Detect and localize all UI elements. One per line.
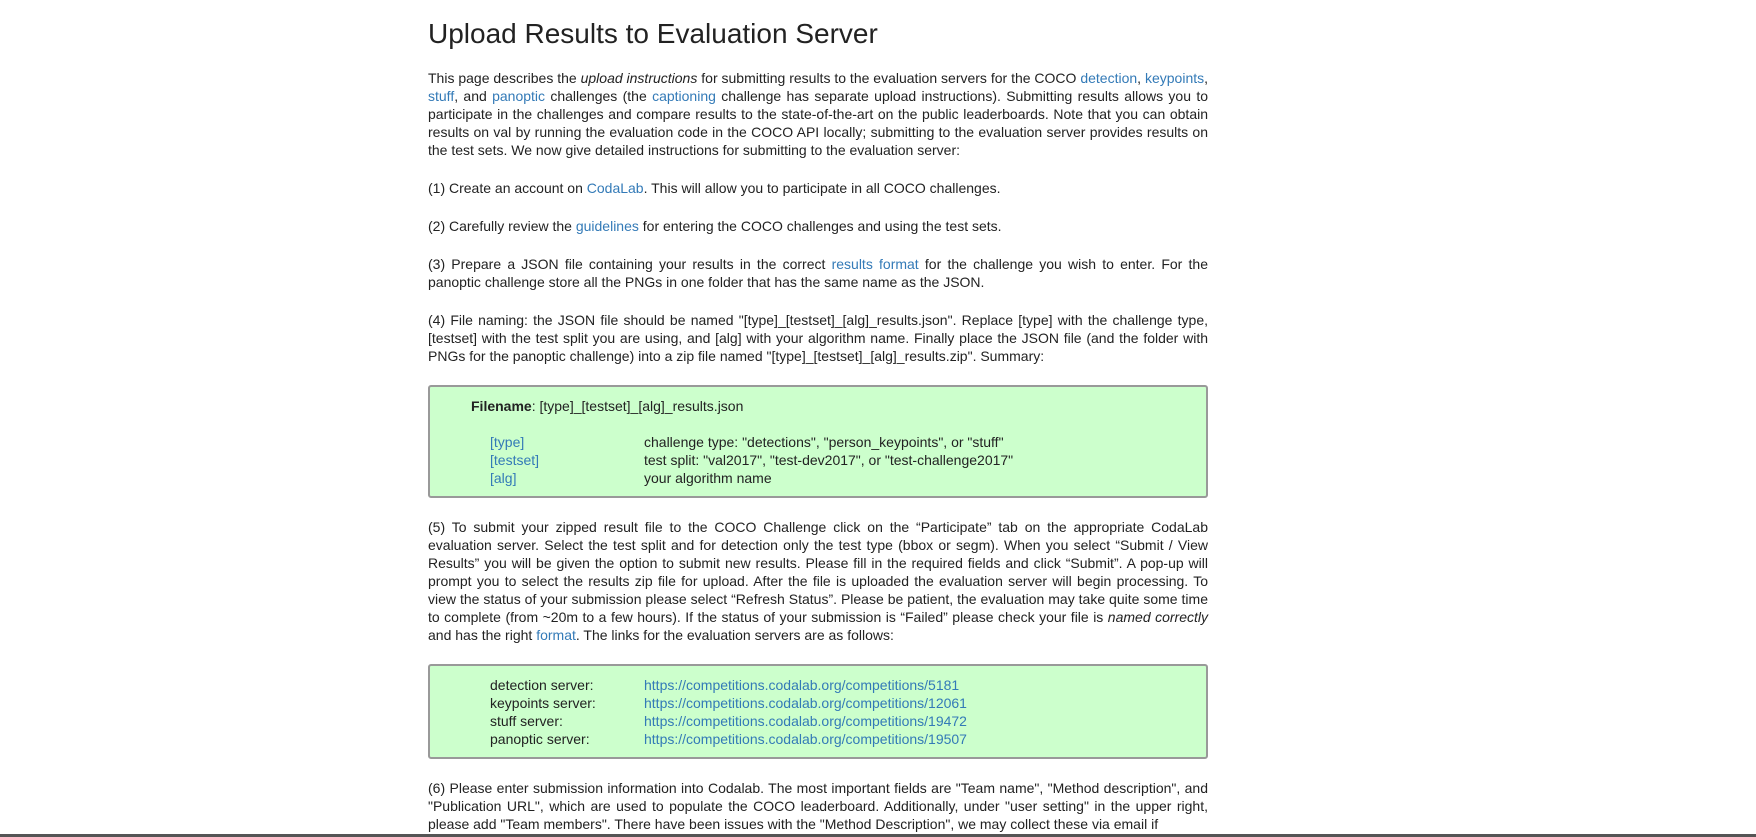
- codalab-link[interactable]: CodaLab: [586, 180, 644, 196]
- filename-line: [471, 397, 1206, 415]
- keypoints-server-link[interactable]: https://competitions.codalab.org/competitions/12061: [644, 695, 967, 711]
- intro-text-6: challenges (the: [545, 88, 653, 104]
- main-content: [428, 0, 1208, 833]
- step-6-paragraph: (6) Please enter submission information into Codalab. The most important fields are "Team name", "Method description", and "Publication URL", which are used to populate the COCO leaderboard. Additionally, under "user setting" in the upper right, please add "Team members". There have been issues with the "Method Description", we may collect these via email if: [428, 780, 1208, 832]
- step-1-paragraph: [428, 179, 1208, 197]
- summary-row: [471, 433, 1206, 451]
- server-row-panoptic: [490, 730, 1206, 748]
- server-label: keypoints server:: [490, 695, 596, 711]
- intro-text-7: challenge has separate upload instructions). Submitting results allows you to participate in the challenges and compare results to the state-of-the-art on the public leaderboards. Note that you can obtain results on val by running the evaluation code in the COCO API locally; submitting to the evaluation server provides results on the test sets. We now give detailed instructions for submitting to the evaluation server:: [428, 88, 1209, 158]
- alg-key-link[interactable]: [alg]: [490, 470, 517, 486]
- step-5-text-2: and has the right: [428, 627, 537, 643]
- intro-text-3: ,: [1137, 70, 1145, 86]
- testset-description: test split: "val2017", "test-dev2017", or "test-challenge2017": [644, 452, 1014, 468]
- server-row-detection: [490, 676, 1206, 694]
- step-5-text-1: (5) To submit your zipped result file to the COCO Challenge click on the “Participate” tab on the appropriate CodaLab evaluation server. Select the test split and for detection only the test type (bbox or segm). When you select “Submit / View Results” you will be given the option to submit new results. Please fill in the required fields and click “Submit”. A pop-up will prompt you to select the results zip file for upload. After the file is uploaded the evaluation server will begin processing. To view the status of your submission please select “Refresh Status”. Please be patient, the evaluation may take quite some time to complete (from ~20m to a few hours). If the status of your submission is “Failed” please check your file is: [428, 519, 1208, 625]
- step-1-text-2: . This will allow you to participate in all COCO challenges.: [643, 180, 1001, 196]
- step-5-paragraph: [428, 518, 1208, 644]
- step-2-paragraph: [428, 217, 1208, 235]
- step-3-paragraph: [428, 255, 1208, 291]
- stuff-link[interactable]: stuff: [428, 88, 455, 104]
- intro-emphasis: upload instructions: [580, 70, 698, 86]
- servers-box: [428, 664, 1208, 759]
- step-2-text-2: for entering the COCO challenges and using the test sets.: [638, 218, 1002, 234]
- stuff-server-link[interactable]: https://competitions.codalab.org/competitions/19472: [644, 713, 967, 729]
- intro-text-2: for submitting results to the evaluation servers for the COCO: [697, 70, 1081, 86]
- server-row-stuff: [490, 712, 1206, 730]
- captioning-link[interactable]: captioning: [652, 88, 716, 104]
- format-link[interactable]: format: [536, 627, 576, 643]
- detection-server-link[interactable]: https://competitions.codalab.org/competitions/5181: [644, 677, 960, 693]
- server-label: detection server:: [490, 677, 594, 693]
- step-4-paragraph: (4) File naming: the JSON file should be named "[type]_[testset]_[alg]_results.json". Replace [type] with the challenge type, [testset] with the test split you are using, and [alg] with your algorithm name. Finally place the JSON file (and the folder with PNGs for the panoptic challenge) into a zip file named "[type]_[testset]_[alg]_results.zip". Summary:: [428, 312, 1208, 364]
- type-description: challenge type: "detections", "person_keypoints", or "stuff": [644, 434, 1004, 450]
- step-5-text-3: . The links for the evaluation servers are as follows:: [575, 627, 894, 643]
- filename-label: Filename: [471, 398, 532, 414]
- alg-description: your algorithm name: [644, 470, 772, 486]
- filename-value: : [type]_[testset]_[alg]_results.json: [531, 398, 744, 414]
- server-label: stuff server:: [490, 713, 563, 729]
- summary-row: [471, 451, 1206, 469]
- type-key-link[interactable]: [type]: [490, 434, 525, 450]
- intro-text-1: This page describes the: [428, 70, 581, 86]
- summary-row: [471, 469, 1206, 487]
- server-label: panoptic server:: [490, 731, 590, 747]
- intro-paragraph: [428, 69, 1208, 159]
- step-5-emphasis: named correctly: [1107, 609, 1208, 625]
- intro-text-4: ,: [1204, 70, 1209, 86]
- filename-summary-box: [428, 385, 1208, 498]
- testset-key-link[interactable]: [testset]: [490, 452, 540, 468]
- results-format-link[interactable]: results format: [831, 256, 919, 272]
- step-2-text-1: (2) Carefully review the: [428, 218, 576, 234]
- page-title: Upload Results to Evaluation Server: [428, 18, 878, 49]
- server-row-keypoints: [490, 694, 1206, 712]
- panoptic-server-link[interactable]: https://competitions.codalab.org/competitions/19507: [644, 731, 967, 747]
- detection-link[interactable]: detection: [1080, 70, 1138, 86]
- keypoints-link[interactable]: keypoints: [1144, 70, 1205, 86]
- step-1-text-1: (1) Create an account on: [428, 180, 587, 196]
- intro-text-5: , and: [454, 88, 493, 104]
- panoptic-link[interactable]: panoptic: [492, 88, 546, 104]
- step-3-text-1: (3) Prepare a JSON file containing your results in the correct: [428, 256, 832, 272]
- step-3-text-2: for the challenge you wish to enter. For the panoptic challenge store all the PNGs in one folder that has the same name as the JSON.: [428, 256, 1208, 290]
- guidelines-link[interactable]: guidelines: [575, 218, 639, 234]
